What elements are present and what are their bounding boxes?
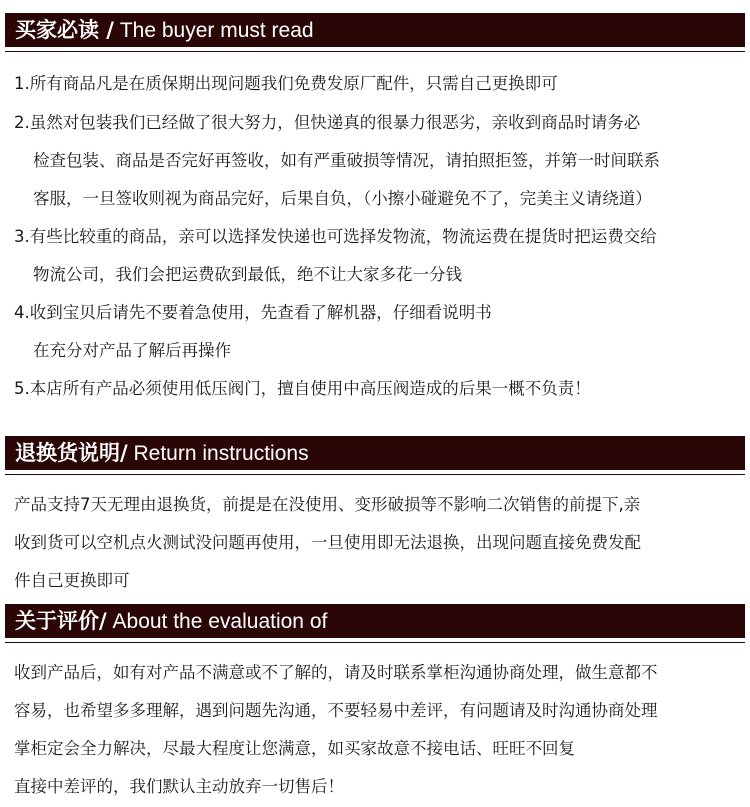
return-line: 产品支持7天无理由退换货，前提是在没使用、变形破损等不影响二次销售的前提下,亲 bbox=[14, 495, 641, 514]
buyer-notice-title-cn: 买家必读 / bbox=[15, 18, 114, 42]
notice-line: 在充分对产品了解后再操作 bbox=[33, 341, 231, 360]
evaluation-line: 掌柜定会全力解决，尽最大程度让您满意，如买家故意不接电话、旺旺不回复 bbox=[14, 739, 575, 758]
notice-line: 4.收到宝贝后请先不要着急使用，先查看了解机器，仔细看说明书 bbox=[14, 303, 492, 322]
evaluation-title-cn: 关于评价/ bbox=[15, 609, 107, 633]
evaluation-title-en: About the evaluation of bbox=[106, 610, 328, 633]
return-instructions-title-en: Return instructions bbox=[127, 442, 309, 465]
notice-line: 检查包装、商品是否完好再签收，如有严重破损等情况，请拍照拒签，并第一时间联系 bbox=[33, 151, 660, 170]
return-line: 件自己更换即可 bbox=[14, 571, 130, 590]
evaluation-header bbox=[5, 604, 745, 638]
notice-line: 5.本店所有产品必须使用低压阀门，擅自使用中高压阀造成的后果一概不负责！ bbox=[14, 379, 591, 398]
buyer-notice-header bbox=[5, 13, 745, 47]
notice-line: 物流公司，我们会把运费砍到最低，绝不让大家多花一分钱 bbox=[33, 265, 462, 284]
notice-line: 2.虽然对包装我们已经做了很大努力，但快递真的很暴力很恶劣，亲收到商品时请务必 bbox=[14, 113, 641, 132]
return-instructions-title-cn: 退换货说明/ bbox=[15, 441, 128, 465]
evaluation-line: 收到产品后，如有对产品不满意或不了解的，请及时联系掌柜沟通协商处理，做生意都不 bbox=[14, 663, 658, 682]
evaluation-line: 容易，也希望多多理解，遇到问题先沟通，不要轻易中差评，有问题请及时沟通协商处理 bbox=[14, 701, 658, 720]
return-instructions-divider bbox=[5, 474, 745, 475]
notice-line: 3.有些比较重的商品，亲可以选择发快递也可选择发物流，物流运费在提货时把运费交给 bbox=[14, 227, 657, 246]
return-line: 收到货可以空机点火测试没问题再使用，一旦使用即无法退换，出现问题直接免费发配 bbox=[14, 533, 641, 552]
return-instructions-header bbox=[5, 436, 745, 470]
buyer-notice-title-en: The buyer must read bbox=[113, 19, 314, 42]
evaluation-line: 直接中差评的，我们默认主动放弃一切售后！ bbox=[14, 777, 344, 796]
notice-line: 1.所有商品凡是在质保期出现问题我们免费发原厂配件，只需自己更换即可 bbox=[14, 74, 558, 93]
evaluation-divider bbox=[5, 642, 745, 643]
buyer-notice-divider bbox=[5, 51, 745, 52]
notice-line: 客服，一旦签收则视为商品完好，后果自负，（小擦小碰避免不了，完美主义请绕道） bbox=[33, 189, 652, 208]
